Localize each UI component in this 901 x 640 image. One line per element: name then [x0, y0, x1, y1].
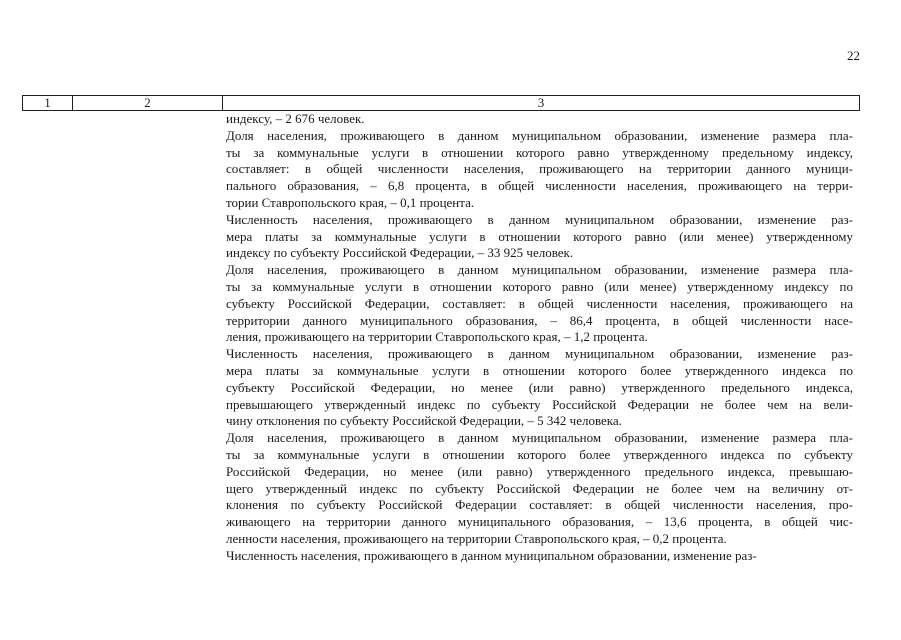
text-line: Численность населения, проживающего в данном муниципальном образовании, изменение раз- — [226, 346, 853, 362]
page-number: 22 — [847, 48, 860, 63]
text-line: Доля населения, проживающего в данном муниципальном образовании, изменение размера пла- — [226, 127, 853, 143]
text-line: ты за коммунальные услуги в отношении которого равно (или менее) утвержденному индексу по — [226, 278, 853, 294]
text-line: составляет: в общей численности населения, проживающего на территории данного муници- — [226, 161, 853, 177]
paragraph — [226, 111, 853, 128]
text-line: Доля населения, проживающего в данном муниципальном образовании, изменение размера пла- — [226, 262, 853, 278]
table-column-header — [22, 95, 860, 111]
text-line: индексу по субъекту Российской Федерации, – 33 925 человек. — [226, 245, 574, 261]
text-line: ленности населения, проживающего на территории Ставропольского края, – 0,2 процента. — [226, 530, 727, 546]
column-number-3: 3 — [537, 95, 545, 110]
text-line: субъекту Российской Федерации, составляет: в общей численности населения, проживающего на — [226, 295, 853, 311]
paragraph — [226, 128, 853, 212]
text-line: ления, проживающего на территории Ставропольского края, – 1,2 процента. — [226, 329, 648, 345]
text-line: мера платы за коммунальные услуги в отношении которого равно (или менее) утвержденному — [226, 228, 853, 244]
text-line: превышающего утвержденный индекс по субъекту Российской Федерации не более чем на вели- — [226, 396, 853, 412]
column-number-1: 1 — [23, 96, 73, 110]
paragraph — [226, 346, 853, 430]
paragraph — [226, 430, 853, 548]
text-line: мера платы за коммунальные услуги в отношении которого более утвержденного индекса по — [226, 362, 853, 378]
document-body — [226, 111, 853, 565]
text-line: Численность населения, проживающего в данном муниципальном образовании, изменение раз- — [226, 547, 757, 563]
paragraph — [226, 262, 853, 346]
text-line: щего утвержденный индекс по субъекту Российской Федерации не более чем на величину от- — [226, 480, 853, 496]
paragraph — [226, 212, 853, 262]
text-line: живающего на территории данного муниципального образования, – 13,6 процента, в общей чис- — [226, 514, 853, 530]
text-line: чину отклонения по субъекту Российской Федерации, – 5 342 человека. — [226, 413, 622, 429]
text-line: клонения по субъекту Российской Федерации составляет: в общей численности населения, про- — [226, 497, 853, 513]
text-line: территории данного муниципального образования, – 86,4 процента, в общей численности насе- — [226, 312, 853, 328]
text-line: индексу, – 2 676 человек. — [226, 111, 365, 126]
text-line: Доля населения, проживающего в данном муниципальном образовании, изменение размера пла- — [226, 430, 853, 446]
column-number-2: 2 — [73, 96, 223, 110]
text-line: ты за коммунальные услуги в отношении которого равно утвержденному предельному индексу, — [226, 144, 853, 160]
text-line: пального образования, – 6,8 процента, в общей численности населения, проживающего на терри- — [226, 178, 853, 194]
text-line: субъекту Российской Федерации, но менее (или равно) утвержденного предельного индекса, — [226, 379, 853, 395]
text-line: тории Ставропольского края, – 0,1 процента. — [226, 194, 475, 210]
text-line: Численность населения, проживающего в данном муниципальном образовании, изменение раз- — [226, 211, 853, 227]
paragraph — [226, 548, 853, 565]
text-line: ты за коммунальные услуги в отношении которого более утвержденного индекса по субъекту — [226, 446, 853, 462]
text-line: Российской Федерации, но менее (или равно) утвержденного предельного индекса, превышаю- — [226, 463, 853, 479]
